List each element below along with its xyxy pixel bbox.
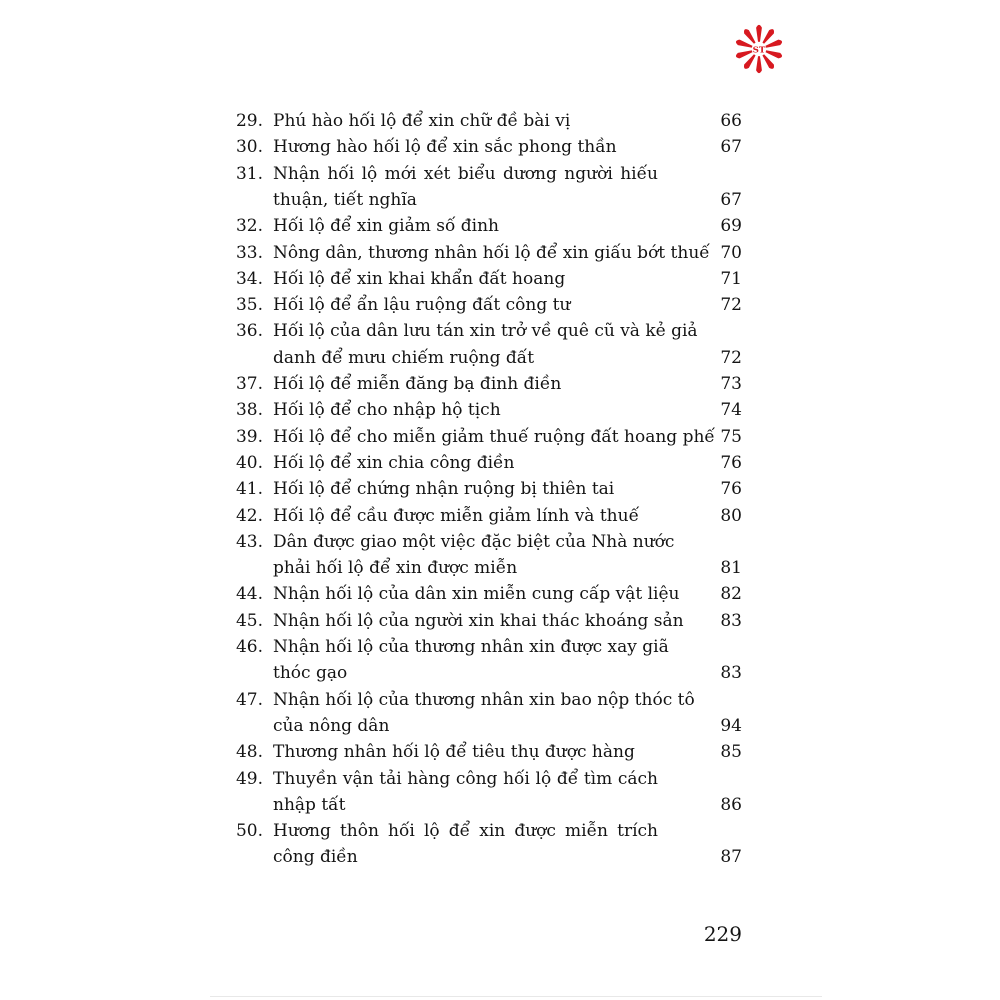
entry-number: 38. — [235, 400, 263, 421]
entry-title-line: Thuyền vận tải hàng công hối lộ để tìm cách — [273, 768, 658, 789]
entry-number: 44. — [235, 584, 263, 605]
entry-title-line: Hối lộ để xin chia công điền — [273, 452, 515, 473]
entry-number: 32. — [235, 216, 263, 237]
entry-number: 49. — [235, 768, 263, 789]
page-number: 229 — [703, 922, 742, 946]
entry-page-number: 76 — [720, 452, 742, 473]
entry-title-line: Nhận hối lộ của người xin khai thác khoáng sản — [273, 610, 684, 631]
entry-number: 43. — [235, 531, 263, 552]
entry-title-line: Hối lộ để cầu được miễn giảm lính và thuế — [273, 505, 640, 526]
entry-title-line: nhập tất — [273, 794, 346, 815]
entry-page-number: 74 — [720, 400, 742, 421]
entry-title-line: Hương hào hối lộ để xin sắc phong thần — [273, 137, 617, 158]
entry-page-number: 72 — [720, 347, 742, 368]
entry-title-line: của nông dân — [273, 715, 390, 736]
entry-page-number: 67 — [720, 189, 742, 210]
entry-page-number: 87 — [720, 847, 742, 868]
entry-number: 35. — [235, 295, 263, 316]
entry-page-number: 94 — [720, 715, 742, 736]
entry-page-number: 86 — [720, 794, 742, 815]
entry-number: 47. — [235, 689, 263, 710]
entry-title-line: Nhận hối lộ của thương nhân xin được xay giã — [273, 637, 669, 657]
entry-title-line: danh để mưu chiếm ruộng đất — [273, 347, 535, 368]
entry-number: 29. — [235, 111, 263, 131]
entry-page-number: 73 — [720, 374, 742, 394]
entry-title-line: Dân được giao một việc đặc biệt của Nhà nước — [273, 531, 675, 552]
entry-title-line: Hương thôn hối lộ để xin được miễn trích — [273, 821, 658, 842]
entry-title-line: Hối lộ để cho miễn giảm thuế ruộng đất hoang phế — [273, 426, 715, 447]
entry-title-line: Hối lộ để miễn đăng bạ đinh điền — [273, 374, 562, 394]
entry-page-number: 83 — [720, 610, 742, 631]
entry-title-line: Hối lộ để xin khai khẩn đất hoang — [273, 268, 566, 289]
entry-page-number: 82 — [720, 584, 742, 605]
entry-number: 45. — [235, 610, 263, 631]
entry-page-number: 80 — [720, 505, 742, 526]
entry-title-line: Hối lộ để cho nhập hộ tịch — [273, 400, 501, 421]
entry-title-line: Phú hào hối lộ để xin chữ đề bài vị — [273, 111, 571, 131]
entry-title-line: Hối lộ để ẩn lậu ruộng đất công tư — [273, 295, 571, 316]
entry-number: 48. — [235, 742, 263, 763]
entry-page-number: 75 — [720, 426, 742, 447]
publisher-star-logo-icon — [730, 20, 788, 78]
entry-title-line: phải hối lộ để xin được miễn — [273, 558, 518, 579]
entry-page-number: 76 — [720, 479, 742, 500]
entry-number: 33. — [235, 242, 263, 263]
entry-page-number: 66 — [720, 111, 742, 131]
entry-number: 50. — [235, 821, 263, 842]
entry-number: 42. — [235, 505, 263, 526]
entry-title-line: Hối lộ để chứng nhận ruộng bị thiên tai — [273, 479, 615, 500]
entry-page-number: 81 — [720, 558, 742, 579]
entry-number: 39. — [235, 426, 263, 447]
entry-number: 30. — [235, 137, 263, 158]
entry-title-line: công điền — [273, 847, 358, 868]
entry-page-number: 67 — [720, 137, 742, 158]
entry-number: 40. — [235, 452, 263, 473]
entry-number: 46. — [235, 637, 263, 657]
entry-number: 37. — [235, 374, 263, 394]
entry-title-line: thóc gạo — [273, 663, 348, 684]
entry-title-line: Nông dân, thương nhân hối lộ để xin giấu bớt thuế — [273, 242, 710, 263]
bottom-divider — [210, 996, 822, 997]
svg-text:ST: ST — [752, 45, 766, 56]
entry-title-line: Hối lộ của dân lưu tán xin trở về quê cũ và kẻ giả — [273, 321, 698, 342]
entry-title-line: Hối lộ để xin giảm số đinh — [273, 216, 499, 237]
entry-title-line: Nhận hối lộ của dân xin miễn cung cấp vật liệu — [273, 584, 680, 605]
entry-page-number: 72 — [720, 295, 742, 316]
entry-page-number: 83 — [720, 663, 742, 684]
entry-number: 41. — [235, 479, 263, 500]
entry-title-line: Thương nhân hối lộ để tiêu thụ được hàng — [273, 742, 635, 763]
entry-title-line: Nhận hối lộ của thương nhân xin bao nộp thóc tô — [273, 689, 695, 710]
entry-number: 34. — [235, 268, 263, 289]
entry-number: 31. — [235, 163, 263, 184]
entry-number: 36. — [235, 321, 263, 342]
entry-title-line: thuận, tiết nghĩa — [273, 189, 417, 210]
entry-page-number: 85 — [720, 742, 742, 763]
entry-page-number: 70 — [720, 242, 742, 263]
entry-title-line: Nhận hối lộ mới xét biểu dương người hiếu — [273, 163, 658, 184]
entry-page-number: 71 — [720, 268, 742, 289]
entry-page-number: 69 — [720, 216, 742, 237]
